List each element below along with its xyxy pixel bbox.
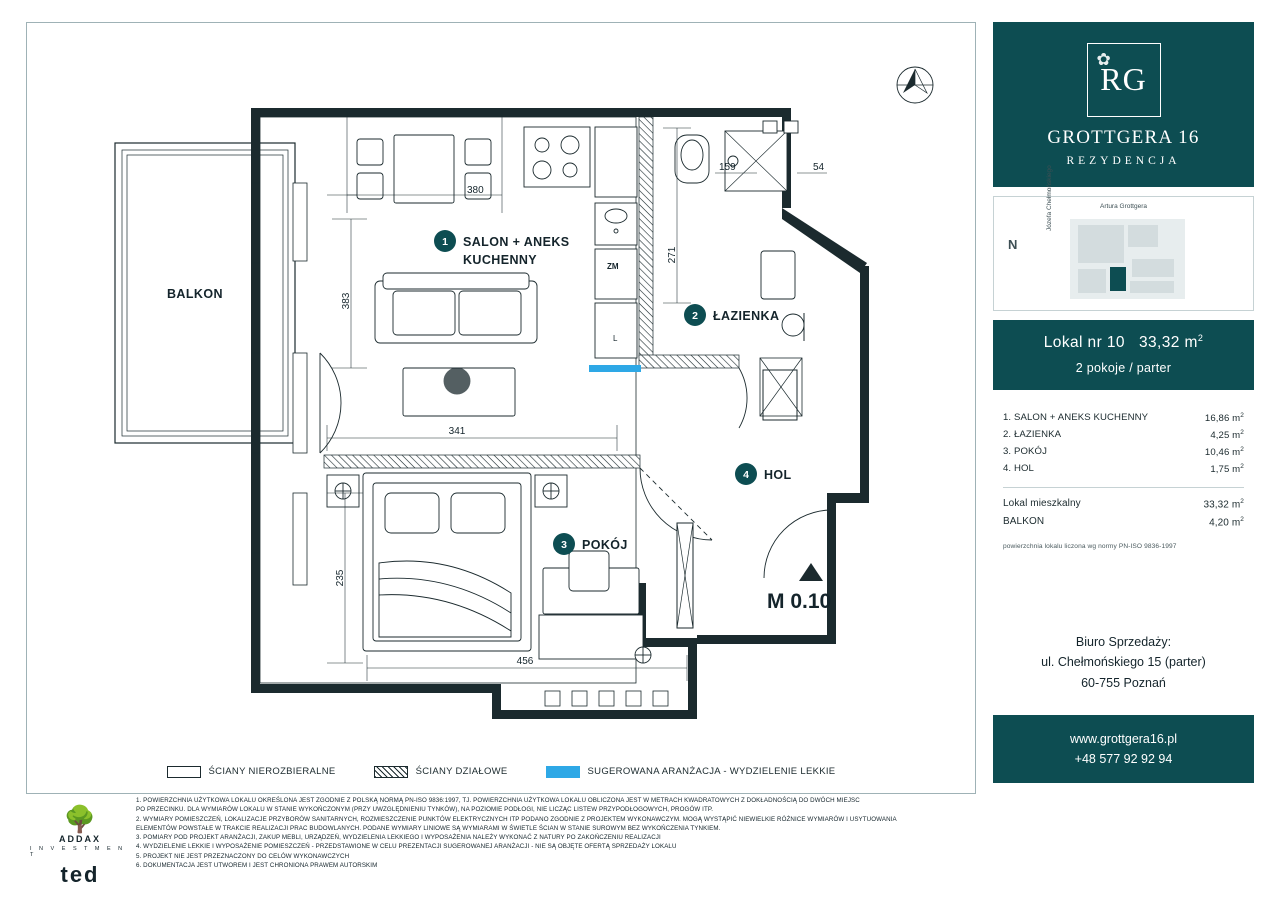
room-badge-2-num: 2 [692, 310, 698, 322]
total-row [999, 513, 1248, 530]
phone-number[interactable]: +48 577 92 92 94 [1074, 752, 1173, 767]
window-marks [293, 183, 307, 585]
area-value: 1,75 $m^2$ [1210, 463, 1244, 476]
north-arrow [897, 67, 933, 103]
area-value: 4,25 $m^2$ [1210, 428, 1244, 442]
iso-note: powierzchnia lokalu liczona wg normy PN-ISO 9836-1997 [1003, 542, 1177, 550]
room-badge-3 [553, 533, 575, 555]
addax-line-2: I N V E S T M E N T [30, 846, 126, 858]
unit-marker-label: M 0.10 [767, 590, 832, 613]
sales-line-1: Biuro Sprzedaży: [1075, 634, 1172, 649]
note-line-7: 5. PROJEKT NIE JEST PRZEZNACZONY DO CELÓW WYKONAWCZYCH [136, 852, 350, 860]
note-line-2: PO PRZECINKU. DLA WYMIARÓW LOKALU W STANIE WYKOŃCZONYM (PRZY UWZGLĘDNIENIU TYNKÓW), NA POZIOMIE PODŁOGI, NIE LICZĄC LISTEW PRZYPODŁOGOWYCH, PROGÓW ITP. [136, 806, 714, 814]
suggested-partition-blue [589, 365, 641, 372]
street-top-label: Artura Grottgera [1100, 203, 1147, 210]
legend-panel [26, 750, 976, 794]
map-block [1078, 225, 1124, 263]
dim-54: 54 [813, 162, 825, 173]
map-block [1078, 269, 1106, 293]
bed [363, 473, 531, 651]
map-highlight-building [1110, 267, 1126, 291]
room-3-label: POKÓJ [582, 538, 628, 552]
sales-line-2: ul. Chełmońskiego 15 (parter) [1041, 655, 1206, 670]
dim-kitchen-top: 380 [467, 185, 484, 196]
divider [1003, 487, 1244, 488]
area-name: 4. HOL [1003, 463, 1034, 475]
area-value: 10,46 $m^2$ [1204, 446, 1244, 459]
legend-label-hatch: ŚCIANY DZIAŁOWE [415, 766, 508, 777]
addax-line-3: ted [60, 862, 100, 887]
area-name: 3. POKÓJ [1003, 446, 1047, 458]
unit-title: Lokal nr 10 [1043, 334, 1125, 352]
area-row [999, 426, 1248, 443]
map-block [1128, 225, 1158, 247]
room-badge-4 [735, 463, 757, 485]
dim-room-bottom: 456 [516, 656, 534, 667]
note-line-5: 3. POMIARY POD PROJEKT ARANŻACJI, ZAKUP MEBLI, URZĄDZEŃ, WYDZIELENIA LEKKIEGO I WYPOSAŻENIA NALEŻY WYKONAĆ Z NATURY PO ZAKOŃCZENIU REALIZACJI [136, 834, 661, 842]
unit-summary [993, 320, 1254, 390]
north-label: N [1008, 237, 1018, 252]
balcony-label: BALKON [167, 287, 223, 301]
room-4-label: HOL [764, 468, 792, 482]
area-name: 2. ŁAZIENKA [1003, 428, 1062, 440]
room-1-label2: KUCHENNY [463, 253, 538, 267]
closet-label: L [613, 334, 618, 343]
note-line-8: 6. DOKUMENTACJA JEST UTWOREM I JEST CHRONIONA PRAWEM AUTORSKIM [136, 862, 378, 870]
addax-line-1: ADDAX [58, 834, 101, 844]
map-block [1132, 259, 1174, 277]
plan-panel [26, 22, 976, 782]
minimap-canvas [1070, 219, 1185, 299]
info-sidebar [993, 22, 1254, 783]
coffee-table-rug [403, 368, 515, 416]
brand-header [993, 22, 1254, 187]
dim-living-left: 383 [341, 292, 352, 310]
legend-item-solid [167, 766, 336, 778]
total-name: BALKON [1003, 515, 1045, 527]
note-line-6: 4. WYDZIELENIE LEKKIE I WYPOSAŻENIE POMIESZCZEŃ - PRZEDSTAWIONE W CELU PREZENTACJI SUGEROWANEJ ARANŻACJI - NIE SĄ OBJĘTE OFERTĄ SPRZEDAŻY LOKALU [136, 843, 677, 851]
legend-swatch-blue-icon [546, 766, 580, 778]
note-line-3: 2. WYMIARY POMIESZCZEŃ, LOKALIZACJE PRZYBORÓW SANITARNYCH, ROZMIESZCZENIE PUNKTÓW ELEKTRYCZNYCH ITP PODANO ZGODNIE Z PROJEKTEM WYKONAWCZYM. MOGĄ WYSTĄPIĆ NIEWIELKIE RÓŻNICE WYMIARÓW I USYTUOWANIA [136, 815, 897, 823]
unit-rooms-floor: 2 pokoje / parter [1075, 361, 1172, 376]
contact-bar [993, 715, 1254, 783]
room-badge-4-num: 4 [743, 469, 749, 481]
area-value: 16,86 $m^2$ [1204, 411, 1244, 424]
area-name: 1. SALON + ANEKS KUCHENNY [1003, 411, 1149, 423]
unit-area: 33,32 m [1139, 334, 1198, 352]
map-block [1130, 281, 1174, 293]
brand-monogram-box [1087, 43, 1161, 117]
room-badge-1 [434, 230, 456, 252]
room-1-label: SALON + ANEKS [463, 235, 570, 249]
website-link[interactable]: www.grottgera16.pl [1069, 732, 1177, 747]
floorplan-drawing [27, 23, 975, 781]
total-value: 33,32 $m^2$ [1203, 498, 1244, 511]
area-row [999, 409, 1248, 426]
room-badge-1-num: 1 [442, 236, 448, 248]
sales-line-3: 60-755 Poznań [1081, 675, 1166, 690]
area-row [999, 444, 1248, 461]
addax-logo [30, 800, 130, 895]
room-badge-2 [684, 304, 706, 326]
footer-notes [136, 796, 981, 870]
total-name: Lokal mieszkalny [1003, 498, 1081, 510]
brand-subtitle: REZYDENCJA [1066, 154, 1181, 167]
sprig-icon: ✿ [1096, 49, 1111, 69]
dim-living-bottom: 341 [448, 426, 466, 437]
total-row [999, 496, 1248, 513]
unit-area-sup: 2 [1197, 333, 1204, 343]
unit-marker-triangle [799, 563, 823, 581]
location-minimap [993, 165, 1254, 311]
dishwasher-label: ZM [607, 262, 619, 271]
legend-label-blue: SUGEROWANA ARANŻACJA - WYDZIELENIE LEKKIE [587, 766, 836, 777]
total-value: 4,20 $m^2$ [1209, 515, 1244, 529]
dim-bath-right: 271 [667, 246, 678, 264]
area-row [999, 461, 1248, 478]
legend-item-hatch [374, 766, 508, 778]
room-badge-3-num: 3 [561, 539, 567, 551]
legend-item-blue [546, 766, 836, 778]
legend-swatch-solid-icon [167, 766, 201, 778]
note-line-4: ELEMENTÓW POWSTAŁE W TRAKCIE REALIZACJI PRAC BUDOWLANYCH. PODANE WYMIARY LINIOWE SĄ WYMIARAMI W ŚWIETLE ŚCIAN W STANIE SUROWYM BEZ WYKOŃCZENIA TYNKIEM. [136, 824, 721, 832]
legend-swatch-hatch-icon [374, 766, 408, 778]
dim-room-left: 235 [335, 569, 346, 587]
tree-icon: 🌳 [63, 804, 97, 834]
sofa [375, 273, 537, 343]
street-left-label: Józefa Chełmońskiego [1046, 165, 1053, 231]
brand-name: GROTTGERA 16 [1047, 126, 1200, 148]
area-table [993, 399, 1254, 553]
brand-monogram: RG [1100, 61, 1147, 97]
unit-title-row [1003, 333, 1244, 352]
room-2-label: ŁAZIENKA [713, 309, 780, 323]
note-line-1: 1. POWIERZCHNIA UŻYTKOWA LOKALU OKREŚLONA JEST ZGODNIE Z POLSKĄ NORMĄ PN-ISO 9836:1997, TJ. POWIERZCHNIA UŻYTKOWA LOKALU OBLICZONA JEST W METRACH KWADRATOWYCH Z DOKŁADNOŚCIĄ DO DWÓCH MIEJSC [136, 797, 860, 804]
legend-label-solid: ŚCIANY NIEROZBIERALNE [208, 766, 336, 777]
dim-159: 159 [719, 162, 736, 173]
bottom-elements [545, 691, 668, 706]
sales-office [993, 632, 1254, 694]
